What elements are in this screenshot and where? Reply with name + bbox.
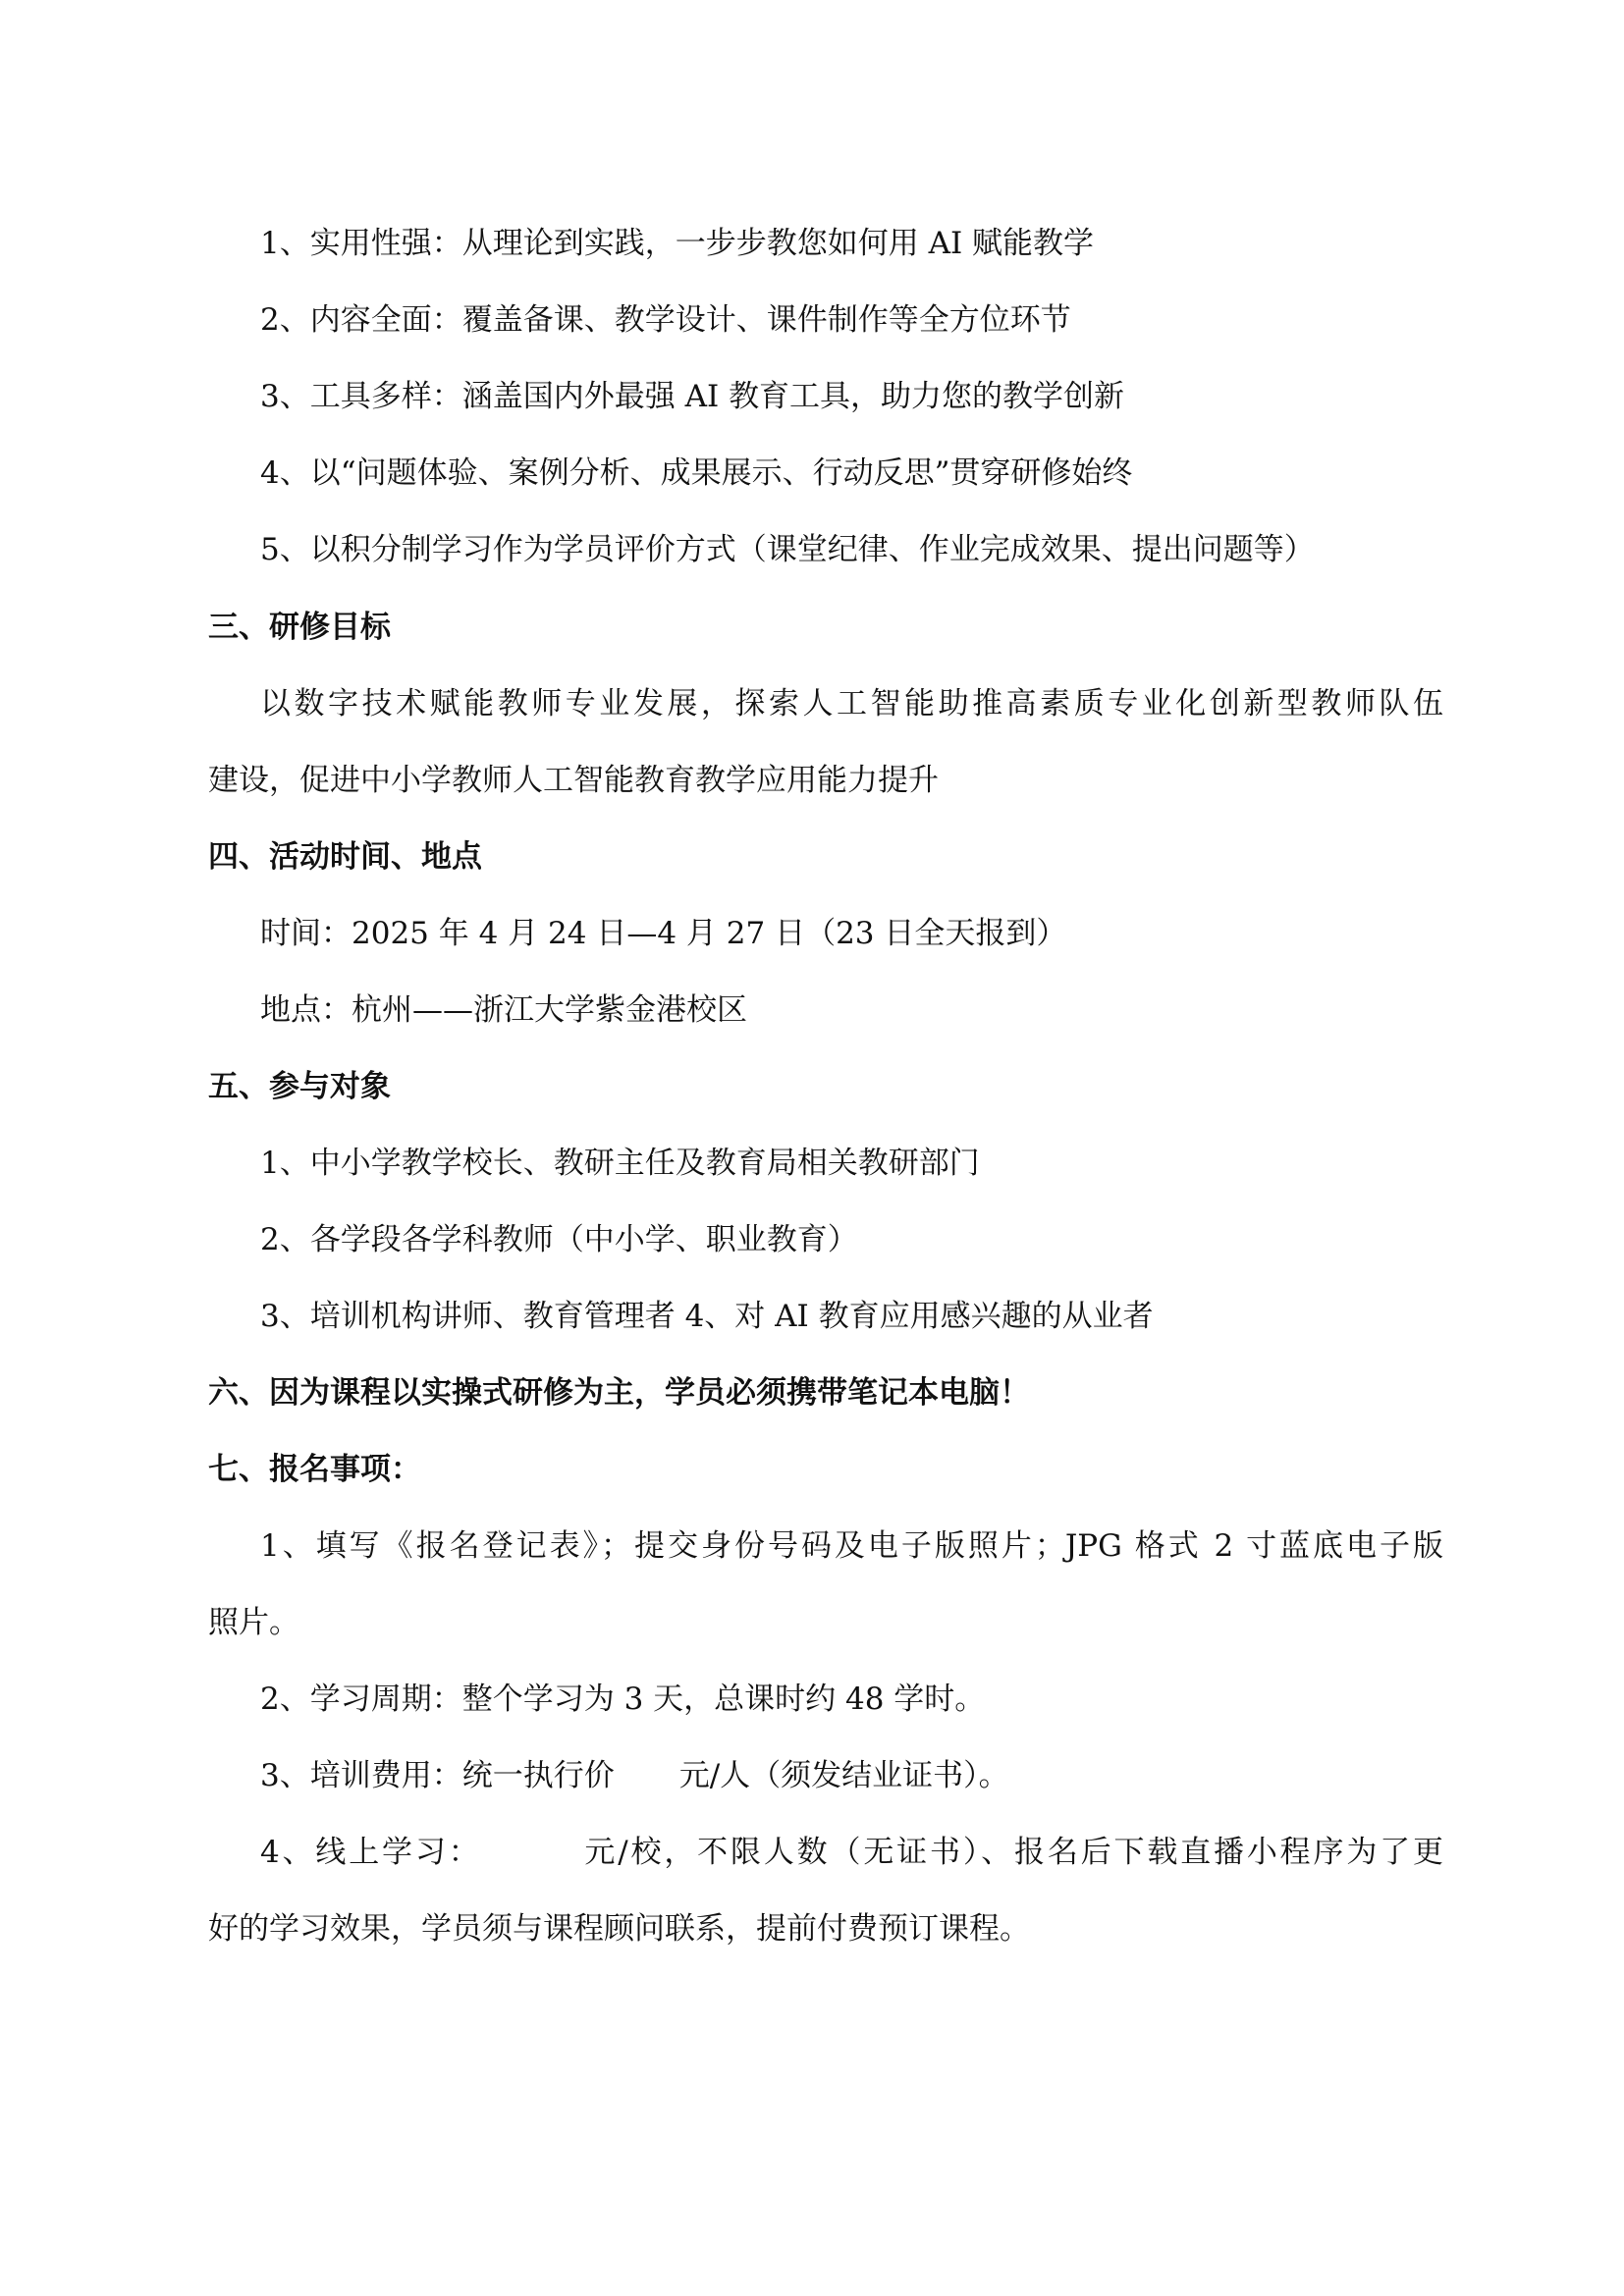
registration-item-1-line-2: 照片。 [208,1605,299,1640]
section-heading-goals: 三、研修目标 [208,610,391,645]
section-heading-time-place: 四、活动时间、地点 [208,839,482,875]
registration-item-4-line-2: 好的学习效果，学员须与课程顾问联系，提前付费预订课程。 [208,1911,1030,1947]
section-heading-laptop-notice: 六、因为课程以实操式研修为主，学员必须携带笔记本电脑！ [208,1375,1030,1411]
section-heading-registration: 七、报名事项： [208,1452,421,1487]
event-place: 地点：杭州——浙江大学紫金港校区 [260,992,747,1028]
registration-item-2: 2、学习周期：整个学习为 3 天，总课时约 48 学时。 [260,1682,986,1717]
feature-item-5: 5、以积分制学习作为学员评价方式（课堂纪律、作业完成效果、提出问题等） [260,532,1315,567]
audience-item-2: 2、各学段各学科教师（中小学、职业教育） [260,1222,858,1257]
feature-item-2: 2、内容全面：覆盖备课、教学设计、课件制作等全方位环节 [260,302,1071,338]
online-details: 元/校，不限人数（无证书）、报名后下载直播小程序为了更 [581,1835,1443,1870]
section-heading-audience: 五、参与对象 [208,1069,391,1104]
goals-text-line-2: 建设，促进中小学教师人工智能教育教学应用能力提升 [208,763,939,798]
registration-item-3 [260,1756,1009,1795]
feature-item-3: 3、工具多样：涵盖国内外最强 AI 教育工具，助力您的教学创新 [260,379,1125,414]
feature-item-4: 4、以“问题体验、案例分析、成果展示、行动反思”贯穿研修始终 [260,455,1133,491]
online-label: 4、线上学习： [260,1835,482,1870]
goals-text-line-1: 以数字技术赋能教师专业发展，探索人工智能助推高素质专业化创新型教师队伍 [260,686,1443,721]
audience-item-1: 1、中小学教学校长、教研主任及教育局相关教研部门 [260,1146,980,1181]
fee-unit: 元/人（须发结业证书）。 [678,1758,1009,1793]
feature-item-1: 1、实用性强：从理论到实践，一步步教您如何用 AI 赋能教学 [260,226,1095,261]
registration-item-1-line-1: 1、填写《报名登记表》；提交身份号码及电子版照片；JPG 格式 2 寸蓝底电子版 [260,1528,1443,1564]
fee-label: 3、培训费用：统一执行价 [260,1758,615,1793]
audience-item-3: 3、培训机构讲师、教育管理者 4、对 AI 教育应用感兴趣的从业者 [260,1299,1154,1334]
event-time: 时间：2025 年 4 月 24 日—4 月 27 日（23 日全天报到） [260,916,1067,951]
registration-item-4-line-1 [260,1833,1443,1872]
